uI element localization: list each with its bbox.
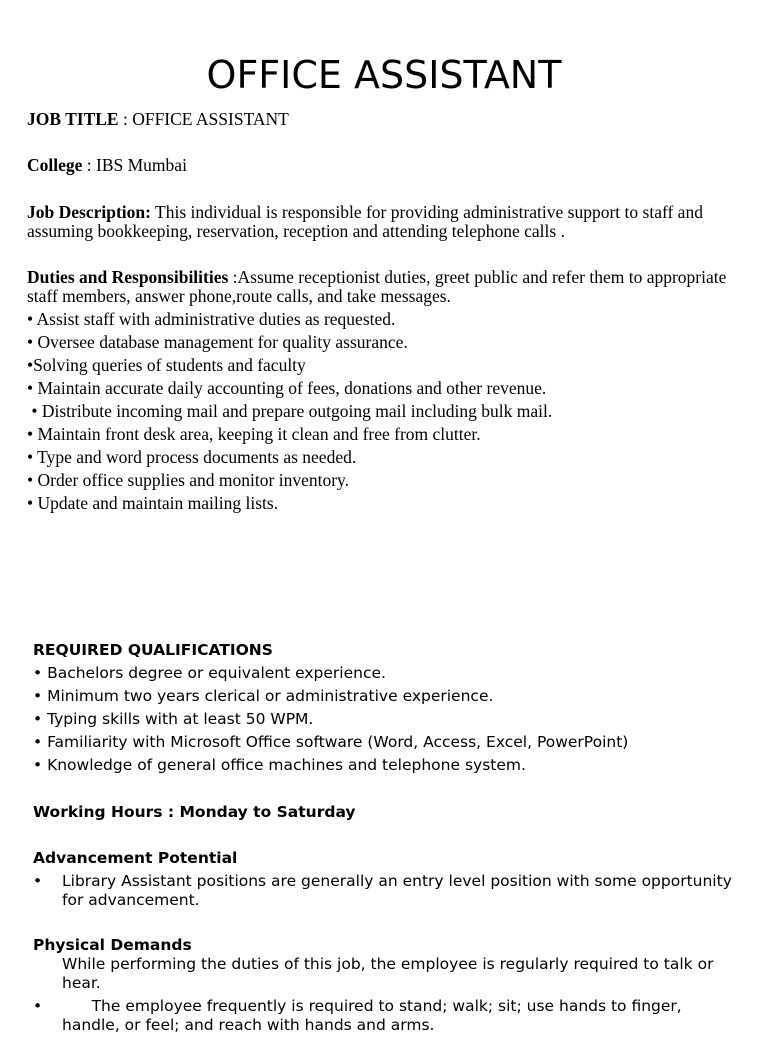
list-item: • Oversee database management for quality assurance. [27, 332, 408, 352]
qualifications-heading: REQUIRED QUALIFICATIONS [33, 641, 273, 659]
physical-intro-item [33, 955, 733, 995]
list-item: • Bachelors degree or equivalent experience. [33, 664, 386, 682]
duties-label: Duties and Responsibilities [27, 267, 229, 287]
job-title-line [27, 110, 747, 129]
advancement-item [33, 872, 733, 912]
list-item: • Assist staff with administrative duties as requested. [27, 309, 396, 329]
bullet: • [33, 997, 43, 1015]
list-item: • Type and word process documents as needed. [27, 447, 357, 467]
job-description-value: This individual is responsible for providing administrative support to staff and assuming bookkeeping, reservation, reception and attending telephone calls . [27, 202, 703, 241]
job-title-label: JOB TITLE [27, 109, 119, 129]
advancement-heading: Advancement Potential [33, 849, 238, 867]
physical-intro: While performing the duties of this job, the employee is regularly required to talk or hear. [62, 955, 714, 992]
duties-paragraph [27, 268, 747, 305]
job-description [27, 203, 747, 240]
job-title-value: : OFFICE ASSISTANT [118, 109, 289, 129]
college-line [27, 156, 747, 175]
list-item: • Update and maintain mailing lists. [27, 493, 279, 513]
job-description-label: Job Description: [27, 202, 151, 222]
list-item: • Typing skills with at least 50 WPM. [33, 710, 314, 728]
list-item: • Maintain accurate daily accounting of fees, donations and other revenue. [27, 378, 547, 398]
working-hours: Working Hours : Monday to Saturday [33, 803, 356, 821]
physical-text: The employee frequently is required to stand; walk; sit; use hands to finger, handle, or feel; and reach with hands and arms. [62, 997, 687, 1034]
list-item: • Minimum two years clerical or administrative experience. [33, 687, 494, 705]
qualifications-list [33, 662, 753, 777]
duties-list [27, 308, 757, 515]
advancement-text: Library Assistant positions are generally an entry level position with some opportunity for advancement. [62, 872, 732, 909]
list-item: • Order office supplies and monitor inventory. [27, 470, 350, 490]
bullet: • [33, 872, 43, 890]
physical-heading: Physical Demands [33, 936, 192, 954]
list-item: • Maintain front desk area, keeping it clean and free from clutter. [27, 424, 481, 444]
list-item: • Familiarity with Microsoft Office software (Word, Access, Excel, PowerPoint) [33, 733, 629, 751]
physical-item [33, 997, 733, 1037]
list-item: •Solving queries of students and faculty [27, 355, 306, 375]
college-value: : IBS Mumbai [82, 155, 187, 175]
college-label: College [27, 155, 83, 175]
list-item: • Knowledge of general office machines and telephone system. [33, 756, 526, 774]
page-title: OFFICE ASSISTANT [206, 53, 562, 97]
list-item: • Distribute incoming mail and prepare outgoing mail including bulk mail. [27, 401, 553, 421]
duties-value: :Assume receptionist duties, greet public and refer them to appropriate staff members, answer phone,route calls, and take messages. [27, 267, 727, 306]
